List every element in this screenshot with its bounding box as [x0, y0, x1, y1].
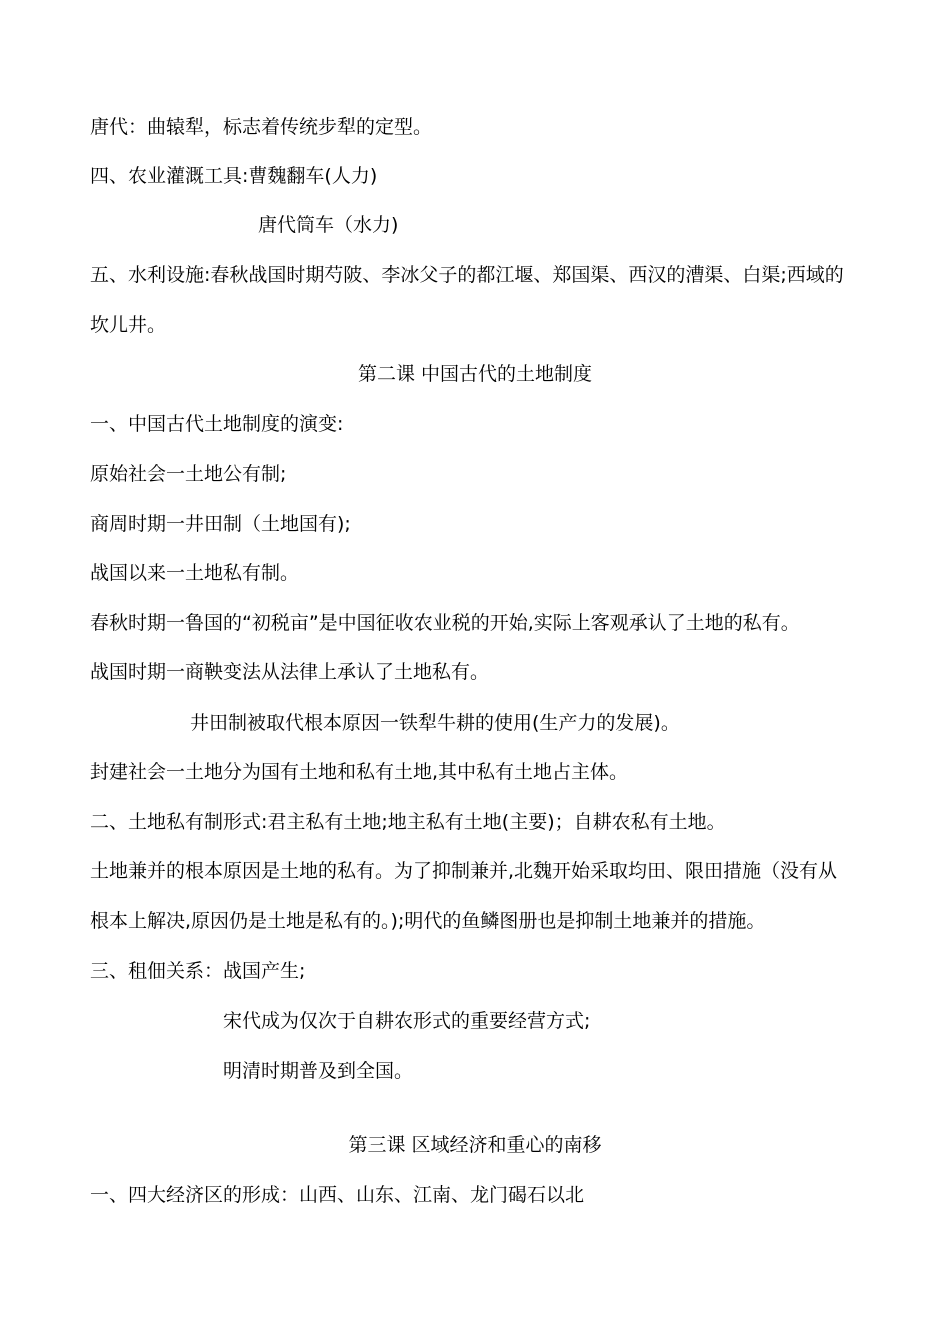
text-line: 一、四大经济区的形成：山西、山东、江南、龙门碣石以北 [90, 1184, 585, 1206]
section-heading: 第三课 区域经济和重心的南移 [348, 1134, 602, 1156]
text-line: 春秋时期一鲁国的“初税亩”是中国征收农业税的开始,实际上客观承认了土地的私有。 [90, 612, 800, 634]
text-line: 三、租佃关系：战国产生; [90, 960, 306, 982]
text-line: 一、中国古代土地制度的演变: [90, 413, 344, 435]
text-line: 战国以来一土地私有制。 [90, 562, 300, 584]
text-line: 明清时期普及到全国。 [223, 1060, 414, 1082]
text-line: 宋代成为仅次于自耕农形式的重要经营方式; [223, 1010, 591, 1032]
text-line: 唐代筒车（水力) [258, 214, 399, 236]
text-line: 土地兼并的根本原因是土地的私有。为了抑制兼并,北魏开始采取均田、限田措施（没有从 [90, 860, 838, 882]
text-line: 根本上解决,原因仍是土地是私有的。);明代的鱼鳞图册也是抑制土地兼并的措施。 [90, 910, 766, 932]
text-line: 唐代：曲辕犁，标志着传统步犁的定型。 [90, 116, 433, 138]
section-heading: 第二课 中国古代的土地制度 [357, 363, 593, 385]
text-line: 井田制被取代根本原因一铁犁牛耕的使用(生产力的发展)。 [190, 712, 680, 734]
text-line: 原始社会一土地公有制; [90, 463, 287, 485]
text-line: 封建社会一土地分为国有土地和私有土地,其中私有土地占主体。 [90, 761, 629, 783]
text-line: 四、农业灌溉工具:曹魏翻车(人力) [90, 165, 378, 187]
text-line: 坎儿井。 [90, 314, 167, 336]
text-line: 战国时期一商鞅变法从法律上承认了土地私有。 [90, 661, 490, 683]
text-line: 商周时期一井田制（土地国有); [90, 513, 351, 535]
text-line: 五、水利设施:春秋战国时期芍陂、李冰父子的都江堰、郑国渠、西汉的漕渠、白渠;西域的 [90, 264, 844, 286]
text-line: 二、土地私有制形式:君主私有土地;地主私有土地(主要)；自耕农私有土地。 [90, 811, 726, 833]
